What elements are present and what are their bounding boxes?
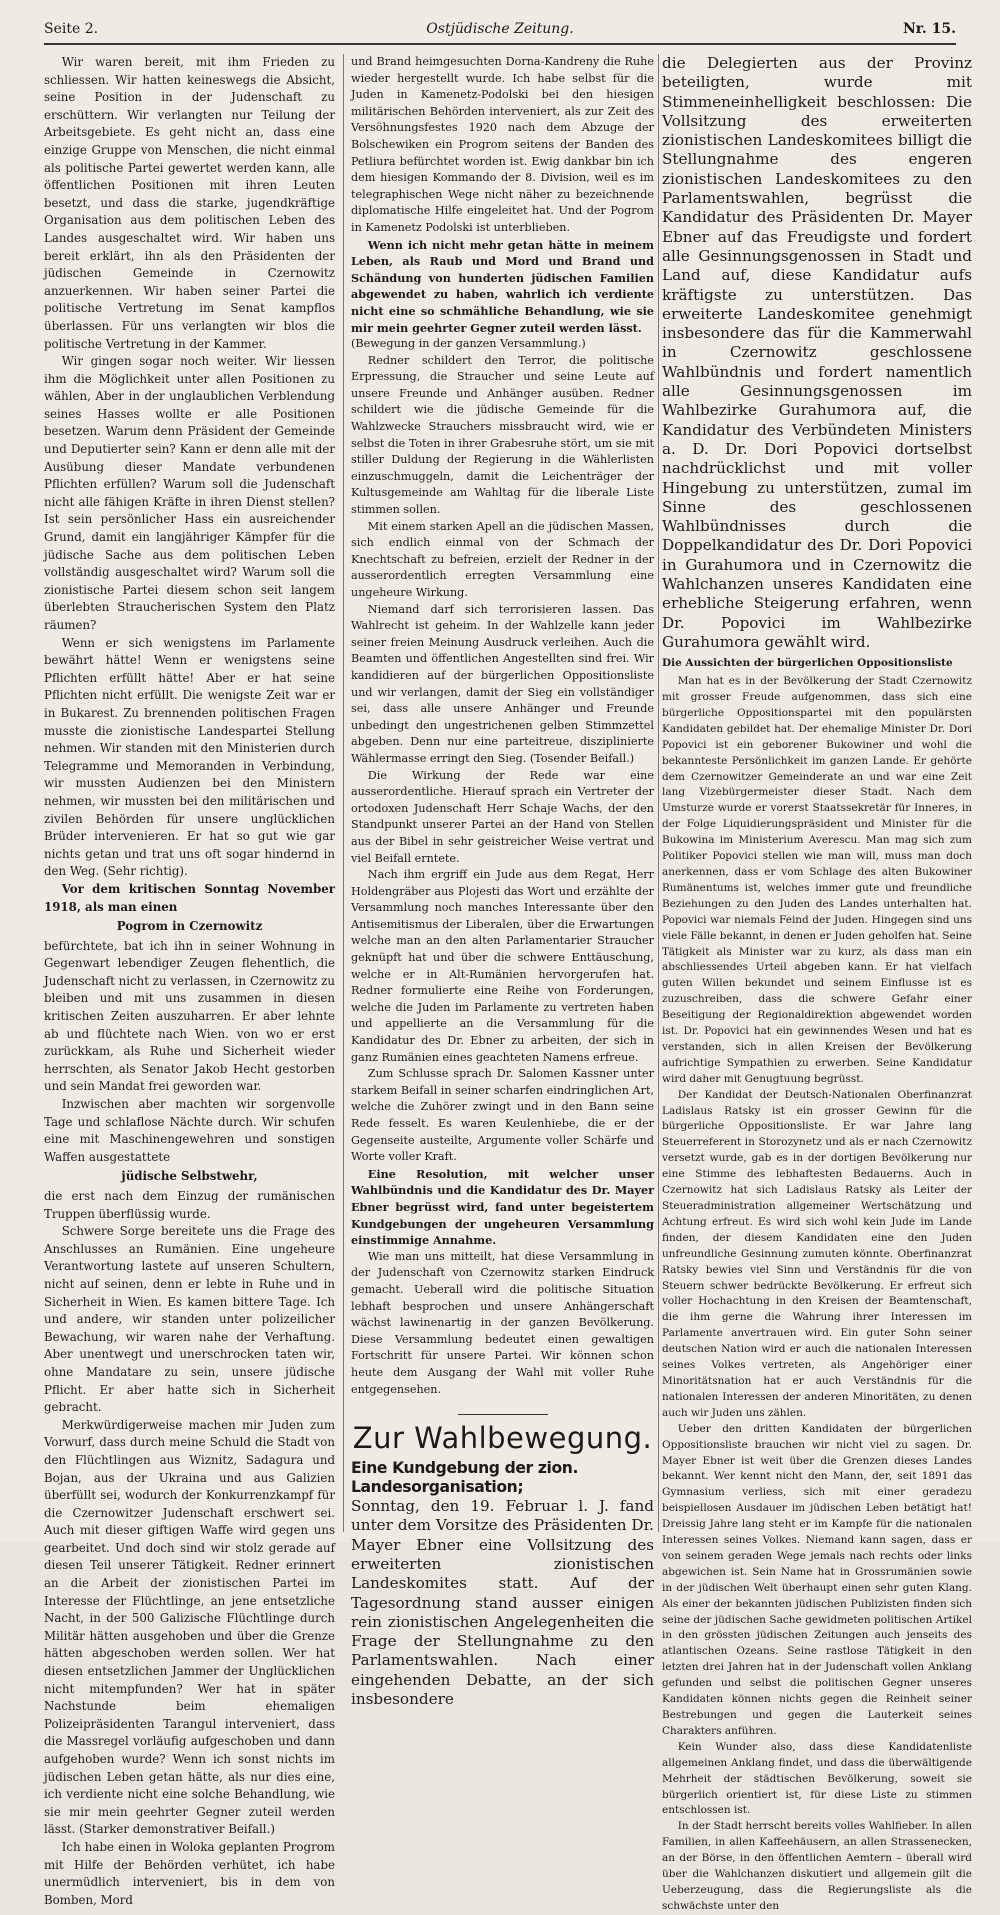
paragraph: Der Kandidat der Deutsch-Nationalen Oberfinanzrat Ladislaus Ratsky ist ein grosser Gewinn für die bürgerliche Oppositionsliste. Er war Jahre lang Steuerreferent in Storozynetz und als er nach Czernowitz versetzt wurde, gab es in der dortigen Bevölkerung nur eine Stimme des lebhaftesten Bedauerns. Auch in Czernowitz hat sich Ladislaus Ratsky als Leiter der Steueradministration allgemeiner Wertschätzung und Achtung erfreut. Es wird sich wohl kein Jude im Lande finden, der diesem Kandidaten eine den Juden unfreundliche Gesinnung zumuten könnte. Oberfinanzrat Ratsky bewies viel Sinn und Verständnis für die von Steuern schwer bedrückte Bevölkerung. Er erfreut sich voller Hochachtung in den Kreisen der Beamtenschaft, die ihm gerne die Wahrung ihrer Interessen im Parlamente anvertrauen wird. Ein guter Sohn seiner deutschen Nation wird er auch die nationalen Interessen seines Volkes vertreten, als Angehöriger einer Minoritätsnation hat er auch Verständnis für die nationalen Interessen der anderen Minoritäten, zu denen auch wir Juden uns zählen.	[662, 1088, 972, 1419]
paragraph: (Bewegung in der ganzen Versammlung.)	[351, 337, 586, 351]
paragraph: Niemand darf sich terrorisieren lassen. Das Wahlrecht ist geheim. In der Wahlzelle kann jeder seiner freien Meinung Ausdruck verleihen. Auch die Beamten und öffentlichen Angestellten sind frei. Wir kandidieren auf der bürgerlichen Oppositionsliste und wir verlangen, damit der Sieg ein vollständiger sei, dass alle unsere Anhänger und Freunde unbedingt den ungestrichenen gelben Stimmzettel abgeben. Denn nur eine parteitreue, disziplinierte Wählermasse erringt den Sieg. (Tosender Beifall.)	[351, 602, 654, 765]
paragraph: Redner schildert den Terror, die politische Erpressung, die Straucher und seine Leute auf unsere Freunde und Anhänger ausüben. Redner schildert wie die jüdische Gemeinde für die Wahlzwecke Strauchers missbraucht wird, wie er selbst die Toten in ihrer Grabesruhe stört, um sie mit stiller Duldung der Regierung in die Wählerlisten einzuschmuggeln, damit die Leichenträger der Kultusgemeinde am Wahltag für die liberale Liste stimmen sollen.	[351, 353, 654, 517]
paragraph: Sonntag, den 19. Februar l. J. fand unter dem Vorsitze des Präsidenten Dr. Mayer Ebner eine Vollsitzung des erweiterten zionistischen Landeskomites statt. Auf der Tagesordnung stand ausser einigen rein zionistischen Angelegenheiten die Frage der Stellungnahme zu den Parlamentswahlen. Nach einer eingehenden Debatte, an der sich insbesondere	[351, 1497, 654, 1709]
paragraph: In der Stadt herrscht bereits volles Wahlfieber. In allen Familien, in allen Kaffeehäusern, an allen Strassenecken, an der Börse, in den öffentlichen Aemtern – überall wird über die Wahlchanzen diskutiert und allgemein gilt die Ueberzeugung, dass die Regierungsliste als die schwächste unter den	[662, 1820, 972, 1912]
paragraph: Die Wirkung der Rede war eine ausserordentliche. Hierauf sprach ein Vertreter der ortodoxen Judenschaft Herr Schaje Wachs, der den Standpunkt unserer Partei an der Hand von Stellen aus der Bibel in sehr geistreicher Weise vertrat und viel Beifall erntete.	[351, 768, 654, 865]
subheading: Pogrom in Czernowitz	[116, 919, 263, 934]
page-header	[44, 17, 956, 45]
paragraph: Nach ihm ergriff ein Jude aus dem Regat, Herr Holdengräber aus Plojesti das Wort und erzählte der Versammlung noch manches Interessante über den Antisemitismus der Liberalen, über die Erwartungen welche man an den alten Parlamentarier Straucher geknüpft hat und über die schwere Enttäuschung, welche er in Alt-Rumänien hervorgerufen hat. Redner formulierte eine Reihe von Forderungen, welche die Juden im Parlamente zu vertreten haben und appellierte an die Versammlung für die Kandidatur des Dr. Ebner zu arbeiten, der sich in ganz Rumänien eines geachteten Namens erfreue.	[351, 868, 654, 1064]
paragraph: Ueber den dritten Kandidaten der bürgerlichen Oppositionsliste brauchen wir nicht viel zu sagen. Dr. Mayer Ebner ist weit über die Grenzen dieses Landes bekannt. Wer kennt nicht den Mann, der, seit 1891 das Gymnasium verliess, sich mit einer geradezu beispiellosen Ausdauer im jüdischen Leben betätigt hat! Dreissig Jahre lang steht er im Kampfe für die nationalen Interessen seines Volkes. Niemand kann sagen, dass er von seinem geraden Wege jemals nach rechts oder links abgewichen ist. Sein Name hat in Grossrumänien sowie in der jüdischen Welt überhaupt einen sehr guten Klang. Als einer der bekannten jüdischen Publizisten finden sich seine der jüdischen Sache gewidmeten politischen Artikel in den grössten jüdischen Zeitungen auch jenseits des atlantischen Ozeans. Seine rastlose Tätigkeit in den letzten drei Jahren hat in der Judenschaft vollen Anklang gefunden und selbst die politischen Gegner unseres Kandidaten können nichts gegen die Reinheit seiner Bestrebungen und gegen die Lauterkeit seines Charakters anführen.	[662, 1422, 972, 1737]
paragraph: die Delegierten aus der Provinz beteiligten, wurde mit Stimmeneinhelligkeit beschlossen: Die Vollsitzung des erweiterten zionistischen Landeskomitees billigt die Stellungnahme des engeren zionistischen Landeskomitees zu den Parlamentswahlen, begrüsst die Kandidatur des Präsidenten Dr. Mayer Ebner auf das Freudigste und fordert alle Gesinnungsgenossen in Stadt und Land auf, diese Kandidatur aufs kräftigste zu unterstützen. Das erweiterte Landeskomitee genehmigt insbesondere das für die Kammerwahl in Czernowitz geschlossene Wahlbündnis und fordert namentlich alle Gesinnungsgenossen im Wahlbezirke Gurahumora auf, die Kandidatur des Verbündeten Ministers a. D. Dr. Dori Popovici dortselbst nachdrücklichst und mit voller Hingebung zu unterstützen, zumal im Sinne des geschlossenen Wahlbündnisses durch die Doppelkandidatur des Dr. Dori Popovici in Gurahumora und in Czernowitz die Wahlchanzen unseres Kandidaten eine erhebliche Steigerung erfahren, wenn Dr. Popovici im Wahlbezirke Gurahumora gewählt wird.	[662, 54, 972, 651]
subheading: jüdische Selbstwehr,	[121, 1169, 258, 1184]
newspaper-title: Ostjüdische Zeitung.	[426, 21, 574, 37]
article-column-2	[351, 54, 654, 1709]
issue-number: Nr. 15.	[903, 21, 956, 37]
column-divider-1	[343, 54, 344, 1532]
paragraph: Inzwischen aber machten wir sorgenvolle Tage und schlaflose Nächte durch. Wir schufen eine mit Maschinengewehren und sonstigen Waffen ausgestattete	[44, 1097, 335, 1164]
subheading: Die Aussichten der bürgerlichen Oppositionsliste	[662, 657, 953, 670]
paragraph: Merkwürdigerweise machen mir Juden zum Vorwurf, dass durch meine Schuld die Stadt von den Flüchtlingen aus Wiznitz, Sadagura und Bojan, aus der Ukraina und aus Galizien überfüllt sei, wodurch der Konkurrenzkampf für die Czernowitzer Judenschaft erschwert sei. Auch mit dieser giftigen Waffe wird gegen uns gearbeitet. Und doch sind wir stolz gerade auf diesen Teil unserer Tätigkeit. Redner erinnert an die Arbeit der zionistischen Partei im Interesse der Flüchtlinge, an jene entsetzliche Nacht, in der 500 Galizische Flüchtlinge durch Militär hätten ausgehoben und über die Grenze hätten abgeschoben werden sollen. Wer hat diesen entsetzlichen Jammer der Unglücklichen nicht mitempfunden? Wer hat in später Nachstunde beim ehemaligen Polizeipräsidenten Tarangul interveniert, dass die Massregel vorläufig aufgeschoben und dann aufgehoben wurde? Wenn ich sonst nichts im jüdischen Leben getan hätte, als nur dies eine, ich verdiente nicht eine solche Behandlung, wie sie mir mein geehrter Gegner zuteil werden lässt. (Starker demonstrativer Beifall.)	[44, 1417, 335, 1837]
paragraph: Wir waren bereit, mit ihm Frieden zu schliessen. Wir hatten keineswegs die Absicht, seine Position in der Judenschaft zu erschüttern. Wir verlangten nur Teilung der Arbeitsgebiete. Es geht nicht an, dass eine einzige Gruppe von Menschen, die nicht einmal als politische Partei gewertet werden kann, alle öffentlichen Positionen mit ihren Leuten besetzt, und dass die starke, jugendkräftige Organisation aus dem politischen Leben des Landes ausgeschaltet wird. Wir haben uns bereit erklärt, ihn als den Präsidenten der jüdischen Gemeinde in Czernowitz anzuerkennen. Wir haben seiner Partei die politische Vertretung im Senat kampflos überlassen. Für uns verlangten wir blos die politische Vertretung in der Kammer.	[44, 55, 335, 351]
page-number: Seite 2.	[44, 21, 99, 37]
section-title: Zur Wahlbewegung.	[352, 1421, 653, 1456]
paragraph: und Brand heimgesuchten Dorna-Kandreny die Ruhe wieder hergestellt wurde. Ich habe selbst für die Juden in Kamenetz-Podolski bei den hiesigen militärischen Behörden interveniert, als zur Zeit des Versöhnungsfestes 1920 nach dem Abzuge der Bolschewiken ein Progrom seitens der Banden des Petliura befürchtet worden ist. Ewig dankbar bin ich dem hiesigen Kommando der 8. Division, weil es im telegraphischen Wege nicht näher zu bezeichnende diplomatische Hilfe eingeleitet hat. Und der Pogrom in Kamenetz Podolski ist unterblieben.	[351, 55, 654, 234]
paragraph: Mit einem starken Apell an die jüdischen Massen, sich endlich einmal von der Schmach der Knechtschaft zu befreien, erzielt der Redner in der ausserordentlich erregten Versammlung eine ungeheure Wirkung.	[351, 519, 654, 599]
column-divider-2	[658, 54, 659, 1532]
paragraph: Man hat es in der Bevölkerung der Stadt Czernowitz mit grosser Freude aufgenommen, dass sich eine bürgerliche Oppositionspartei mit den populärsten Kandidaten gebildet hat. Der ehemalige Minister Dr. Dori Popovici ist ein geborener Bukowiner und wohl die bekannteste Persönlichkeit im ganzen Lande. Er gehörte dem Czernowitzer Gemeinderate an und war eine Zeit lang Vizebürgermeister dieser Stadt. Nach dem Umsturze wurde er vorerst Staatssekretär für Inneres, in der Folge Liquidierungspräsident und Minister für die Bukowina im Ministerium Averescu. Man mag sich zum Politiker Popovici stellen wie man will, muss man doch anerkennen, dass er vom Schlage des alten Bukowiner Rumänentums ist, welches immer gute und freundliche Beziehungen zu den Juden des Landes unterhalten hat. Popovici war niemals Feind der Juden. Hingegen sind uns viele Fälle bekannt, in denen er Juden geholfen hat. Seine Tätigkeit als Minister war zu kurz, als dass man ein abschliessendes Urteil abgeben kann. Er hat vielfach guten Willen bekundet und seinem Einflusse ist es zuzuschreiben, dass die schwere Gefahr einer Beseitigung der Regionaldirektion abgewendet worden ist. Dr. Popovici hat ein gewinnendes Wesen und hat es verstanden, sich in allen Kreisen der Bevölkerung aufrichtige Sympathien zu erwerben. Seine Kandidatur wird daher mit Genugtuung begrüsst.	[662, 675, 972, 1085]
paragraph: Vor dem kritischen Sonntag November 1918, als man einen	[44, 881, 335, 914]
header-rule	[44, 43, 956, 45]
paragraph: Wenn ich nicht mehr getan hätte in meinem Leben, als Raub und Mord und Brand und Schändung von hunderten jüdischen Familien abgewendet zu haben, wahrlich ich verdiente nicht eine so schmähliche Behandlung, wie sie mir mein geehrter Gegner zuteil werden lässt.	[351, 237, 654, 335]
paragraph: Zum Schlusse sprach Dr. Salomen Kassner unter starkem Beifall in seiner scharfen eindringlichen Art, welche die Zuhörer zwingt und in den Bann seine Rede fesselt. Es waren Keulenhiebe, die er der Gegenseite austeilte, Argumente voller Schärfe und Worte voller Kraft.	[351, 1067, 654, 1164]
paragraph: Eine Resolution, mit welcher unser Wahlbündnis und die Kandidatur des Dr. Mayer Ebner begrüsst wird, fand unter begeistertem Kundgebungen der ungeheuren Versammlung einstimmige Annahme.	[351, 1166, 654, 1248]
article-column-1	[44, 54, 335, 1907]
paragraph: Ich habe einen in Woloka geplanten Progrom mit Hilfe der Behörden verhütet, ich habe unermüdlich interveniert, bis in dem von Bomben, Mord	[44, 1839, 335, 1907]
paragraph: Kein Wunder also, dass diese Kandidatenliste allgemeinen Anklang findet, und dass die überwältigende Mehrheit der städtischen Bevölkerung, soweit sie bürgerlich orientiert ist, für diese Liste zu stimmen entschlossen ist.	[662, 1740, 972, 1817]
section-rule	[458, 1414, 548, 1415]
paragraph: Wie man uns mitteilt, hat diese Versammlung in der Judenschaft von Czernowitz starken Eindruck gemacht. Ueberall wird die politische Situation lebhaft besprochen und unsere Anhängerschaft wächst lawinenartig in der ganzen Bevölkerung. Diese Versammlung bedeutet einen gewaltigen Fortschritt für unsere Partei. Wir können schon heute dem Ausgang der Wahl mit voller Ruhe entgegensehen.	[351, 1249, 654, 1396]
section-subtitle: Eine Kundgebung der zion. Landesorganisation;	[351, 1459, 578, 1497]
paragraph: Wir gingen sogar noch weiter. Wir liessen ihm die Möglichkeit unter allen Positionen zu wählen, Aber in der unglaublichen Verblendung seines Hasses wollte er alle Positionen besetzen. Warum denn Präsident der Gemeinde und Deputierter sein? Kann er denn alle mit der Ausübung dieser Mandate verbundenen Pflichten erfüllen? Warum soll die Judenschaft nicht alle fähigen Kräfte in ihren Dienst stellen? Ist sein persönlicher Hass ein ausreichender Grund, damit ein langjähriger Kämpfer für die jüdische Sache aus dem politischen Leben vollständig ausgeschaltet wird? Warum soll die zionistische Partei diesem schon seit langem überlebten Straucherischen System den Platz räumen?	[44, 354, 335, 632]
paragraph: die erst nach dem Einzug der rumänischen Truppen überflüssig wurde.	[44, 1189, 335, 1221]
paragraph: Schwere Sorge bereitete uns die Frage des Anschlusses an Rumänien. Eine ungeheure Verantwortung lastete auf unseren Schultern, nicht auf seinen, denn er lebte in Ruhe und in Sicherheit in Wien. Es kamen bittere Tage. Ich und andere, wir standen unter polizeilicher Bewachung, wir waren nahe der Verhaftung. Aber unentwegt und unerschrocken taten wir, ohne Mandatare zu sein, unsere jüdische Pflicht. Er aber hatte sich in Sicherheit gebracht.	[44, 1224, 335, 1415]
paragraph: befürchtete, bat ich ihn in seiner Wohnung in Gegenwart lebendiger Zeugen flehentlich, die Judenschaft nicht zu verlassen, in Czernowitz zu bleiben und mit uns zusammen in diesen kritischen Zeiten auszuharren. Er aber lehnte ab und flüchtete nach Wien. von wo er erst zurückkam, als Ruhe und Sicherheit wieder herrschten, als Senator Jakob Hecht gestorben und sein Mandat frei geworden war.	[44, 938, 335, 1094]
paragraph: Wenn er sich wenigstens im Parlamente bewährt hätte! Wenn er wenigstens seine Pflichten erfüllt hätte! Aber er hat seine Pflichten nicht erfüllt. Die wenigste Zeit war er in Bukarest. Zu brennenden politischen Fragen musste die zionistische Landespartei Stellung nehmen. Wir standen mit den Ministerien durch Telegramme und Memoranden in Verbindung, wir mussten Audienzen bei den Ministern nehmen, wir mussten bei den militärischen und zivilen Behörden für unsere unglücklichen Brüder intervenieren. Er hat so gut wie gar nichts getan und trat uns oft sogar hindernd in den Weg. (Sehr richtig).	[44, 635, 335, 879]
article-column-3	[662, 54, 972, 1912]
